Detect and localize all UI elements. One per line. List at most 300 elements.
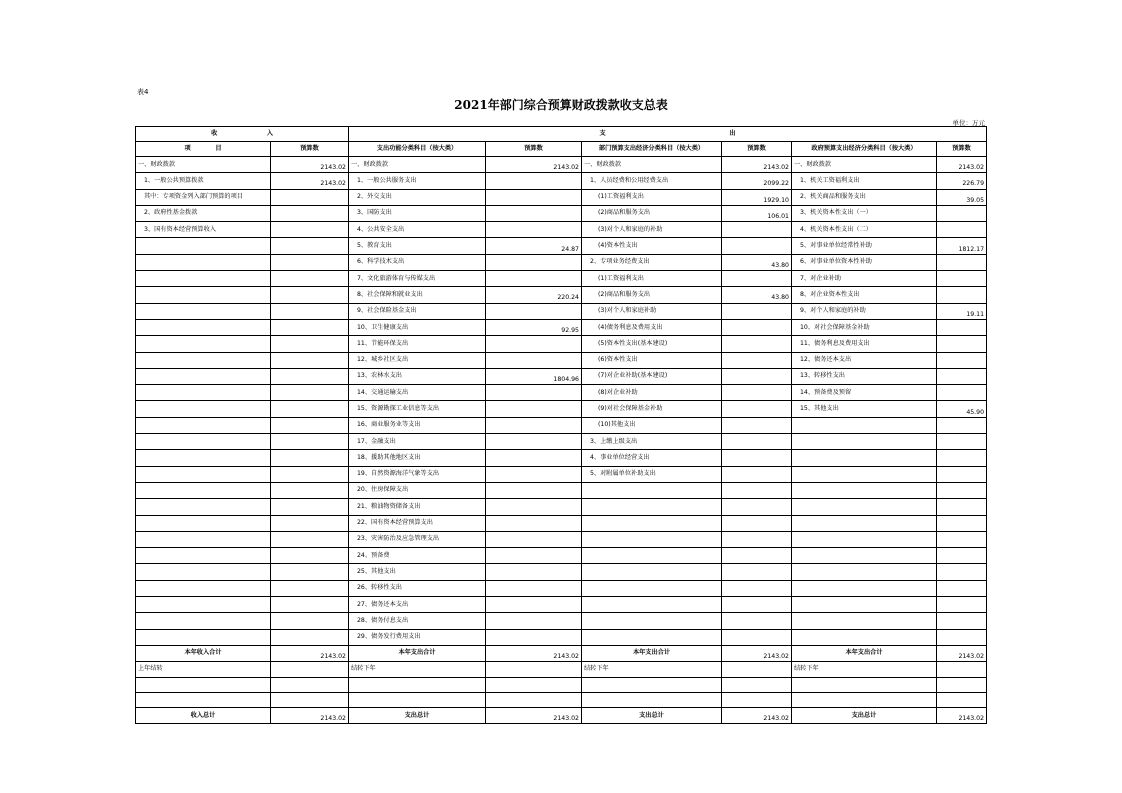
income-item-cell	[136, 401, 271, 417]
income-budget-cell	[271, 319, 349, 335]
dept-econ-budget-cell	[722, 336, 792, 352]
income-item-cell: 一、财政拨款	[136, 157, 271, 173]
unit-label: 单位：万元	[952, 119, 985, 127]
income-budget-cell	[271, 287, 349, 303]
income-budget-cell	[271, 271, 349, 287]
func-budget-cell: 92.95	[486, 319, 582, 335]
func-budget-cell: 1804.96	[486, 368, 582, 384]
col-header-func: 支出功能分类科目（按大类）	[349, 142, 486, 157]
income-budget-cell	[271, 401, 349, 417]
income-item-cell	[136, 482, 271, 498]
dept-econ-budget-cell	[722, 434, 792, 450]
income-item-cell	[136, 629, 271, 645]
income-budget-cell	[271, 548, 349, 564]
income-item-cell: 2、政府性基金拨款	[136, 205, 271, 221]
gov-econ-item-cell	[792, 564, 937, 580]
func-budget-cell: 220.24	[486, 287, 582, 303]
dept-econ-item-cell: (7)对企业补助(基本建设)	[582, 368, 722, 384]
func-budget-cell: 2143.02	[486, 157, 582, 173]
income-budget-cell	[271, 466, 349, 482]
func-budget-cell	[486, 173, 582, 189]
income-budget-cell	[271, 515, 349, 531]
dept-econ-budget-cell: 43.80	[722, 287, 792, 303]
func-item-cell: 29、债务发行费用支出	[349, 629, 486, 645]
gov-econ-budget-cell: 39.05	[937, 189, 987, 205]
dept-econ-item-cell: (2)商品和服务支出	[582, 287, 722, 303]
dept-econ-item-cell	[582, 499, 722, 515]
col-header-budget: 预算数	[722, 142, 792, 157]
func-item-cell: 19、自然资源海洋气象等支出	[349, 466, 486, 482]
table-row	[136, 336, 987, 352]
dept-econ-budget-cell	[722, 548, 792, 564]
gov-econ-item-cell: 2、机关商品和服务支出	[792, 189, 937, 205]
gov-econ-item-cell	[792, 499, 937, 515]
dept-econ-budget-cell	[722, 368, 792, 384]
dept-econ-item-cell: (4)债务利息及费用支出	[582, 319, 722, 335]
table-row	[136, 597, 987, 613]
income-budget-cell	[271, 385, 349, 401]
dept-econ-item-cell: 4、事业单位经营支出	[582, 450, 722, 466]
expense-total-value: 2143.02	[486, 708, 582, 724]
table-row	[136, 238, 987, 254]
income-subtotal-value: 2143.02	[271, 645, 349, 661]
table-row	[136, 157, 987, 173]
income-budget-cell	[271, 303, 349, 319]
gov-econ-item-cell: 7、对企业补助	[792, 271, 937, 287]
income-budget-cell	[271, 417, 349, 433]
income-item-cell	[136, 580, 271, 596]
func-budget-cell	[486, 548, 582, 564]
carryover-expense-label: 结转下年	[582, 662, 722, 677]
dept-econ-budget-cell	[722, 499, 792, 515]
gov-econ-budget-cell: 2143.02	[937, 157, 987, 173]
dept-econ-budget-cell	[722, 303, 792, 319]
func-item-cell: 20、住房保障支出	[349, 482, 486, 498]
dept-econ-item-cell	[582, 580, 722, 596]
dept-econ-item-cell	[582, 515, 722, 531]
dept-econ-budget-cell	[722, 319, 792, 335]
gov-econ-budget-cell	[937, 629, 987, 645]
func-item-cell: 10、卫生健康支出	[349, 319, 486, 335]
dept-econ-budget-cell	[722, 450, 792, 466]
func-item-cell: 1、一般公共服务支出	[349, 173, 486, 189]
gov-econ-budget-cell	[937, 417, 987, 433]
col-header-gov-econ: 政府预算支出经济分类科目（按大类）	[792, 142, 937, 157]
func-item-cell: 21、粮油物资储备支出	[349, 499, 486, 515]
func-item-cell: 2、外交支出	[349, 189, 486, 205]
dept-econ-budget-cell	[722, 597, 792, 613]
col-header-budget: 预算数	[937, 142, 987, 157]
table-row	[136, 205, 987, 221]
func-item-cell: 8、社会保障和就业支出	[349, 287, 486, 303]
dept-econ-budget-cell	[722, 401, 792, 417]
gov-econ-budget-cell	[937, 531, 987, 547]
func-item-cell: 16、商业服务业等支出	[349, 417, 486, 433]
gov-econ-budget-cell	[937, 254, 987, 270]
gov-econ-budget-cell: 19.11	[937, 303, 987, 319]
dept-econ-item-cell: (1)工资福利支出	[582, 271, 722, 287]
func-budget-cell	[486, 564, 582, 580]
func-item-cell: 11、节能环保支出	[349, 336, 486, 352]
income-item-cell	[136, 352, 271, 368]
income-budget-cell	[271, 499, 349, 515]
func-budget-cell	[486, 515, 582, 531]
subtotal-row	[136, 645, 987, 661]
expense-total-value: 2143.02	[937, 708, 987, 724]
carryover-income-label: 上年结转	[136, 662, 271, 677]
dept-econ-item-cell: 2、专项业务经费支出	[582, 254, 722, 270]
dept-econ-item-cell: 1、人员经费和公用经费支出	[582, 173, 722, 189]
func-budget-cell	[486, 580, 582, 596]
income-item-cell	[136, 597, 271, 613]
income-item-cell	[136, 613, 271, 629]
gov-econ-budget-cell	[937, 352, 987, 368]
func-item-cell: 22、国有资本经营预算支出	[349, 515, 486, 531]
gov-econ-item-cell: 一、财政拨款	[792, 157, 937, 173]
dept-econ-budget-cell	[722, 531, 792, 547]
table-row	[136, 401, 987, 417]
table-row	[136, 189, 987, 205]
table-row	[136, 613, 987, 629]
func-item-cell: 28、债务付息支出	[349, 613, 486, 629]
income-budget-cell	[271, 189, 349, 205]
gov-econ-budget-cell	[937, 466, 987, 482]
expense-subtotal-label: 本年支出合计	[582, 645, 722, 661]
gov-econ-budget-cell	[937, 515, 987, 531]
gov-econ-item-cell: 14、预备费及预留	[792, 385, 937, 401]
income-item-cell: 其中：专项资金列入部门预算的项目	[136, 189, 271, 205]
table-row	[136, 254, 987, 270]
func-item-cell: 6、科学技术支出	[349, 254, 486, 270]
income-item-cell	[136, 548, 271, 564]
dept-econ-budget-cell: 106.01	[722, 205, 792, 221]
header-row-columns	[136, 142, 987, 157]
gov-econ-budget-cell	[937, 482, 987, 498]
dept-econ-item-cell: (10)其他支出	[582, 417, 722, 433]
dept-econ-budget-cell	[722, 466, 792, 482]
gov-econ-item-cell: 4、机关资本性支出（二）	[792, 222, 937, 238]
gov-econ-budget-cell: 1812.17	[937, 238, 987, 254]
func-budget-cell	[486, 401, 582, 417]
income-item-cell	[136, 303, 271, 319]
gov-econ-budget-cell: 226.79	[937, 173, 987, 189]
func-item-cell: 24、预备费	[349, 548, 486, 564]
dept-econ-item-cell	[582, 597, 722, 613]
dept-econ-budget-cell: 2099.22	[722, 173, 792, 189]
income-item-cell	[136, 531, 271, 547]
func-item-cell: 12、城乡社区支出	[349, 352, 486, 368]
dept-econ-item-cell: (3)对个人和家庭的补助	[582, 222, 722, 238]
income-item-cell	[136, 466, 271, 482]
gov-econ-budget-cell	[937, 319, 987, 335]
gov-econ-item-cell: 9、对个人和家庭的补助	[792, 303, 937, 319]
income-budget-cell: 2143.02	[271, 173, 349, 189]
gov-econ-item-cell: 1、机关工资福利支出	[792, 173, 937, 189]
income-subtotal-label: 本年收入合计	[136, 645, 271, 661]
func-item-cell: 23、灾害防治及应急管理支出	[349, 531, 486, 547]
gov-econ-budget-cell	[937, 548, 987, 564]
table-row	[136, 564, 987, 580]
func-budget-cell	[486, 222, 582, 238]
expense-total-label: 支出总计	[349, 708, 486, 724]
table-row	[136, 173, 987, 189]
table-row	[136, 222, 987, 238]
gov-econ-item-cell: 3、机关资本性支出（一）	[792, 205, 937, 221]
func-budget-cell	[486, 385, 582, 401]
dept-econ-item-cell: (6)资本性支出	[582, 352, 722, 368]
func-item-cell: 7、文化旅游体育与传媒支出	[349, 271, 486, 287]
func-budget-cell	[486, 271, 582, 287]
func-budget-cell: 24.87	[486, 238, 582, 254]
table-row	[136, 368, 987, 384]
func-budget-cell	[486, 597, 582, 613]
func-budget-cell	[486, 189, 582, 205]
gov-econ-budget-cell	[937, 597, 987, 613]
income-budget-cell	[271, 434, 349, 450]
gov-econ-budget-cell	[937, 434, 987, 450]
col-header-item: 项 目	[136, 142, 271, 157]
gov-econ-budget-cell: 45.90	[937, 401, 987, 417]
expense-total-label: 支出总计	[582, 708, 722, 724]
dept-econ-item-cell	[582, 613, 722, 629]
income-section-header: 收 入	[136, 127, 349, 142]
col-header-budget: 预算数	[271, 142, 349, 157]
gov-econ-budget-cell	[937, 287, 987, 303]
dept-econ-budget-cell	[722, 613, 792, 629]
income-budget-cell	[271, 368, 349, 384]
income-item-cell	[136, 515, 271, 531]
gov-econ-item-cell	[792, 580, 937, 596]
dept-econ-budget-cell	[722, 222, 792, 238]
budget-summary-table	[135, 126, 987, 724]
func-budget-cell	[486, 254, 582, 270]
expense-subtotal-value: 2143.02	[722, 645, 792, 661]
income-budget-cell	[271, 205, 349, 221]
gov-econ-budget-cell	[937, 205, 987, 221]
dept-econ-budget-cell	[722, 417, 792, 433]
gov-econ-budget-cell	[937, 271, 987, 287]
dept-econ-item-cell: (3)对个人和家庭补助	[582, 303, 722, 319]
gov-econ-item-cell	[792, 466, 937, 482]
dept-econ-budget-cell	[722, 385, 792, 401]
income-item-cell	[136, 271, 271, 287]
table-row	[136, 466, 987, 482]
blank-row	[136, 692, 987, 707]
gov-econ-item-cell	[792, 434, 937, 450]
income-item-cell	[136, 385, 271, 401]
func-item-cell: 一、财政拨款	[349, 157, 486, 173]
table-row	[136, 352, 987, 368]
gov-econ-item-cell	[792, 450, 937, 466]
gov-econ-item-cell: 5、对事业单位经常性补助	[792, 238, 937, 254]
income-budget-cell	[271, 450, 349, 466]
page-title: 2021年部门综合预算财政拨款收支总表	[454, 98, 668, 112]
dept-econ-budget-cell	[722, 580, 792, 596]
income-budget-cell	[271, 597, 349, 613]
gov-econ-item-cell	[792, 515, 937, 531]
carryover-expense-label: 结转下年	[349, 662, 486, 677]
func-item-cell: 26、转移性支出	[349, 580, 486, 596]
func-item-cell: 5、教育支出	[349, 238, 486, 254]
income-item-cell	[136, 417, 271, 433]
func-budget-cell	[486, 450, 582, 466]
dept-econ-budget-cell: 1929.10	[722, 189, 792, 205]
func-item-cell: 13、农林水支出	[349, 368, 486, 384]
func-budget-cell	[486, 434, 582, 450]
func-item-cell: 18、援助其他地区支出	[349, 450, 486, 466]
dept-econ-budget-cell	[722, 515, 792, 531]
dept-econ-item-cell: (9)对社会保障基金补助	[582, 401, 722, 417]
blank-row	[136, 677, 987, 692]
gov-econ-budget-cell	[937, 385, 987, 401]
income-budget-cell	[271, 352, 349, 368]
income-budget-cell	[271, 336, 349, 352]
income-item-cell	[136, 254, 271, 270]
func-budget-cell	[486, 336, 582, 352]
func-budget-cell	[486, 613, 582, 629]
table-row	[136, 450, 987, 466]
dept-econ-budget-cell	[722, 482, 792, 498]
gov-econ-budget-cell	[937, 580, 987, 596]
dept-econ-item-cell: 5、对附属单位补助支出	[582, 466, 722, 482]
gov-econ-item-cell	[792, 482, 937, 498]
income-item-cell	[136, 319, 271, 335]
dept-econ-item-cell: (5)资本性支出(基本建设)	[582, 336, 722, 352]
dept-econ-budget-cell: 2143.02	[722, 157, 792, 173]
func-item-cell: 14、交通运输支出	[349, 385, 486, 401]
income-item-cell	[136, 336, 271, 352]
gov-econ-budget-cell	[937, 613, 987, 629]
income-total-value: 2143.02	[271, 708, 349, 724]
expense-subtotal-label: 本年支出合计	[349, 645, 486, 661]
expense-total-value: 2143.02	[722, 708, 792, 724]
income-item-cell	[136, 564, 271, 580]
dept-econ-item-cell	[582, 548, 722, 564]
table-row	[136, 434, 987, 450]
gov-econ-item-cell	[792, 417, 937, 433]
dept-econ-item-cell	[582, 629, 722, 645]
income-item-cell	[136, 287, 271, 303]
income-item-cell: 1、一般公共预算拨款	[136, 173, 271, 189]
table-row	[136, 629, 987, 645]
table-row	[136, 319, 987, 335]
table-row	[136, 548, 987, 564]
gov-econ-item-cell: 12、债务还本支出	[792, 352, 937, 368]
income-budget-cell	[271, 222, 349, 238]
func-item-cell: 9、社会保险基金支出	[349, 303, 486, 319]
gov-econ-budget-cell	[937, 564, 987, 580]
expense-subtotal-value: 2143.02	[486, 645, 582, 661]
dept-econ-item-cell: 一、财政拨款	[582, 157, 722, 173]
gov-econ-item-cell: 8、对企业资本性支出	[792, 287, 937, 303]
dept-econ-budget-cell	[722, 352, 792, 368]
func-budget-cell	[486, 205, 582, 221]
table-row	[136, 271, 987, 287]
dept-econ-budget-cell	[722, 238, 792, 254]
gov-econ-budget-cell	[937, 450, 987, 466]
func-item-cell: 15、资源勘探工业信息等支出	[349, 401, 486, 417]
dept-econ-item-cell: (8)对企业补助	[582, 385, 722, 401]
gov-econ-item-cell: 6、对事业单位资本性补助	[792, 254, 937, 270]
gov-econ-item-cell	[792, 629, 937, 645]
col-header-budget: 预算数	[486, 142, 582, 157]
income-budget-cell: 2143.02	[271, 157, 349, 173]
dept-econ-item-cell: 3、上缴上级支出	[582, 434, 722, 450]
col-header-dept-econ: 部门预算支出经济分类科目（按大类）	[582, 142, 722, 157]
income-budget-cell	[271, 613, 349, 629]
func-item-cell: 17、金融支出	[349, 434, 486, 450]
dept-econ-item-cell	[582, 531, 722, 547]
income-item-cell	[136, 368, 271, 384]
dept-econ-budget-cell: 43.80	[722, 254, 792, 270]
dept-econ-item-cell	[582, 564, 722, 580]
income-budget-cell	[271, 564, 349, 580]
dept-econ-budget-cell	[722, 564, 792, 580]
gov-econ-item-cell	[792, 548, 937, 564]
dept-econ-item-cell: (2)商品和服务支出	[582, 205, 722, 221]
carryover-expense-label: 结转下年	[792, 662, 937, 677]
func-budget-cell	[486, 303, 582, 319]
carryover-row	[136, 662, 987, 677]
dept-econ-budget-cell	[722, 271, 792, 287]
func-item-cell: 4、公共安全支出	[349, 222, 486, 238]
table-row	[136, 482, 987, 498]
func-budget-cell	[486, 466, 582, 482]
dept-econ-budget-cell	[722, 629, 792, 645]
income-budget-cell	[271, 580, 349, 596]
income-budget-cell	[271, 254, 349, 270]
gov-econ-item-cell	[792, 597, 937, 613]
table-row	[136, 303, 987, 319]
func-item-cell: 25、其他支出	[349, 564, 486, 580]
dept-econ-item-cell: (1)工资福利支出	[582, 189, 722, 205]
income-item-cell	[136, 450, 271, 466]
table-number-label: 表4	[137, 88, 149, 96]
gov-econ-item-cell: 13、转移性支出	[792, 368, 937, 384]
func-budget-cell	[486, 352, 582, 368]
table-row	[136, 417, 987, 433]
income-item-cell	[136, 238, 271, 254]
expense-section-header: 支 出	[349, 127, 987, 142]
gov-econ-item-cell: 15、其他支出	[792, 401, 937, 417]
gov-econ-item-cell	[792, 613, 937, 629]
table-row	[136, 515, 987, 531]
table-row	[136, 531, 987, 547]
expense-subtotal-value: 2143.02	[937, 645, 987, 661]
gov-econ-item-cell	[792, 531, 937, 547]
income-budget-cell	[271, 531, 349, 547]
income-budget-cell	[271, 238, 349, 254]
dept-econ-item-cell: (4)资本性支出	[582, 238, 722, 254]
gov-econ-item-cell: 10、对社会保障基金补助	[792, 319, 937, 335]
gov-econ-budget-cell	[937, 222, 987, 238]
income-budget-cell	[271, 482, 349, 498]
total-row	[136, 708, 987, 724]
func-budget-cell	[486, 629, 582, 645]
gov-econ-budget-cell	[937, 368, 987, 384]
func-budget-cell	[486, 531, 582, 547]
income-item-cell: 3、国有资本经营预算收入	[136, 222, 271, 238]
income-item-cell	[136, 499, 271, 515]
income-budget-cell	[271, 629, 349, 645]
func-budget-cell	[486, 482, 582, 498]
table-row	[136, 287, 987, 303]
expense-total-label: 支出总计	[792, 708, 937, 724]
gov-econ-item-cell: 11、债务利息及费用支出	[792, 336, 937, 352]
table-row	[136, 580, 987, 596]
expense-subtotal-label: 本年支出合计	[792, 645, 937, 661]
dept-econ-item-cell	[582, 482, 722, 498]
